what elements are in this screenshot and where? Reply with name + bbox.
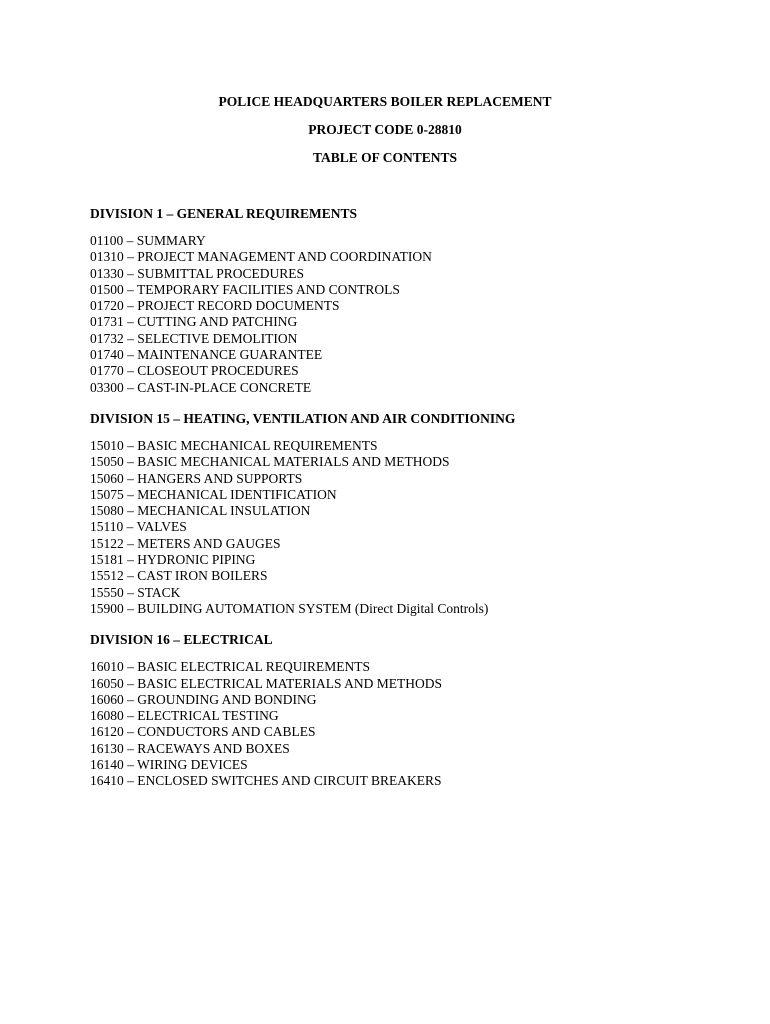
division-15 xyxy=(90,411,730,617)
section-list xyxy=(90,438,730,617)
section-item: 15122 – METERS AND GAUGES xyxy=(90,535,281,551)
section-list xyxy=(90,659,730,789)
section-item: 01310 – PROJECT MANAGEMENT AND COORDINATION xyxy=(90,249,432,265)
section-item: 16410 – ENCLOSED SWITCHES AND CIRCUIT BREAKERS xyxy=(90,773,442,789)
section-item: 01770 – CLOSEOUT PROCEDURES xyxy=(90,363,299,379)
section-item: 01720 – PROJECT RECORD DOCUMENTS xyxy=(90,298,340,314)
section-item: 15060 – HANGERS AND SUPPORTS xyxy=(90,470,303,486)
section-item: 15900 – BUILDING AUTOMATION SYSTEM (Direct Digital Controls) xyxy=(90,600,489,616)
section-item: 16050 – BASIC ELECTRICAL MATERIALS AND METHODS xyxy=(90,675,443,691)
division-heading: DIVISION 1 – GENERAL REQUIREMENTS xyxy=(90,206,358,221)
section-item: 16010 – BASIC ELECTRICAL REQUIREMENTS xyxy=(90,659,370,675)
project-code: PROJECT CODE 0-28810 xyxy=(308,122,462,137)
section-item: 15050 – BASIC MECHANICAL MATERIALS AND METHODS xyxy=(90,454,450,470)
toc-heading: TABLE OF CONTENTS xyxy=(312,150,458,165)
division-heading: DIVISION 15 – HEATING, VENTILATION AND AIR CONDITIONING xyxy=(90,410,516,426)
section-item: 16130 – RACEWAYS AND BOXES xyxy=(90,740,290,756)
section-item: 16120 – CONDUCTORS AND CABLES xyxy=(90,724,316,740)
section-list xyxy=(90,233,730,396)
document-header xyxy=(0,94,770,178)
division-16 xyxy=(90,632,730,789)
section-item: 01500 – TEMPORARY FACILITIES AND CONTROLS xyxy=(90,281,400,297)
section-item: 15080 – MECHANICAL INSULATION xyxy=(90,503,311,519)
section-item: 16080 – ELECTRICAL TESTING xyxy=(90,708,279,724)
section-item: 16140 – WIRING DEVICES xyxy=(90,757,248,773)
section-item: 15110 – VALVES xyxy=(90,519,187,535)
toc-content xyxy=(90,206,730,805)
document-title: POLICE HEADQUARTERS BOILER REPLACEMENT xyxy=(218,94,552,109)
section-item: 15075 – MECHANICAL IDENTIFICATION xyxy=(90,486,337,502)
section-item: 01100 – SUMMARY xyxy=(90,233,206,248)
section-item: 15550 – STACK xyxy=(90,584,181,600)
section-item: 15181 – HYDRONIC PIPING xyxy=(90,552,256,568)
section-item: 01740 – MAINTENANCE GUARANTEE xyxy=(90,347,323,363)
division-1 xyxy=(90,206,730,396)
section-item: 01732 – SELECTIVE DEMOLITION xyxy=(90,330,298,346)
section-item: 15512 – CAST IRON BOILERS xyxy=(90,568,268,584)
section-item: 01731 – CUTTING AND PATCHING xyxy=(90,314,298,330)
section-item: 03300 – CAST-IN-PLACE CONCRETE xyxy=(90,379,312,395)
section-item: 15010 – BASIC MECHANICAL REQUIREMENTS xyxy=(90,437,378,453)
division-heading: DIVISION 16 – ELECTRICAL xyxy=(90,632,273,648)
section-item: 16060 – GROUNDING AND BONDING xyxy=(90,691,317,707)
section-item: 01330 – SUBMITTAL PROCEDURES xyxy=(90,265,305,281)
